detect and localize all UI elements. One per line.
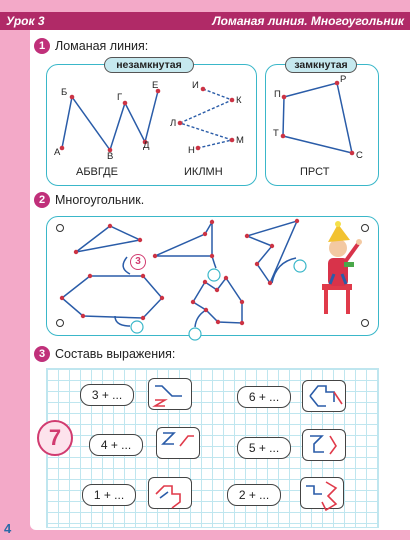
target-number: 7 [37, 420, 73, 456]
expression-card: 1 + ... [82, 484, 136, 506]
vertex-label: П [274, 89, 281, 100]
vertex-label: Р [340, 74, 347, 85]
expression-card: 5 + ... [237, 437, 291, 459]
vertex-label: С [356, 150, 363, 161]
vertex-label: А [54, 147, 61, 158]
vertex-label: Д [143, 140, 150, 151]
vertex-label: К [236, 95, 242, 106]
page-number: 4 [4, 521, 12, 536]
expression-card: 2 + ... [227, 484, 281, 506]
section-1-number: 1 [34, 38, 50, 54]
vertex-label: Т [273, 128, 279, 139]
vertex-label: Г [117, 92, 123, 103]
vertex-label: Б [61, 87, 68, 98]
section-1-title: Ломаная линия: [55, 39, 149, 53]
line-3-caption: ПРСТ [300, 166, 330, 178]
lesson-title: Урок 3 [6, 14, 45, 28]
vertex-label: Е [152, 80, 159, 91]
topic-title: Ломаная линия. Многоугольник [212, 14, 404, 28]
expression-card: 3 + ... [80, 384, 134, 406]
closed-line-label: замкнутая [285, 57, 357, 73]
vertex-label: И [192, 80, 199, 91]
expression-card: 4 + ... [89, 434, 143, 456]
section-2-number: 2 [34, 192, 50, 208]
open-line-label: незамкнутая [104, 57, 194, 73]
vertex-label: Н [188, 145, 195, 156]
line-1-caption: АБВГДЕ [76, 166, 118, 178]
section-2-title: Многоугольник. [55, 193, 145, 207]
section-3-number: 3 [34, 346, 50, 362]
section-3-title: Составь выражения: [55, 347, 176, 361]
expression-card: 6 + ... [237, 386, 291, 408]
vertex-label: М [236, 135, 244, 146]
vertex-label: В [107, 151, 114, 162]
vertex-label: Л [170, 118, 177, 129]
line-2-caption: ИКЛМН [184, 166, 223, 178]
marked-polygon-badge: 3 [130, 254, 146, 270]
